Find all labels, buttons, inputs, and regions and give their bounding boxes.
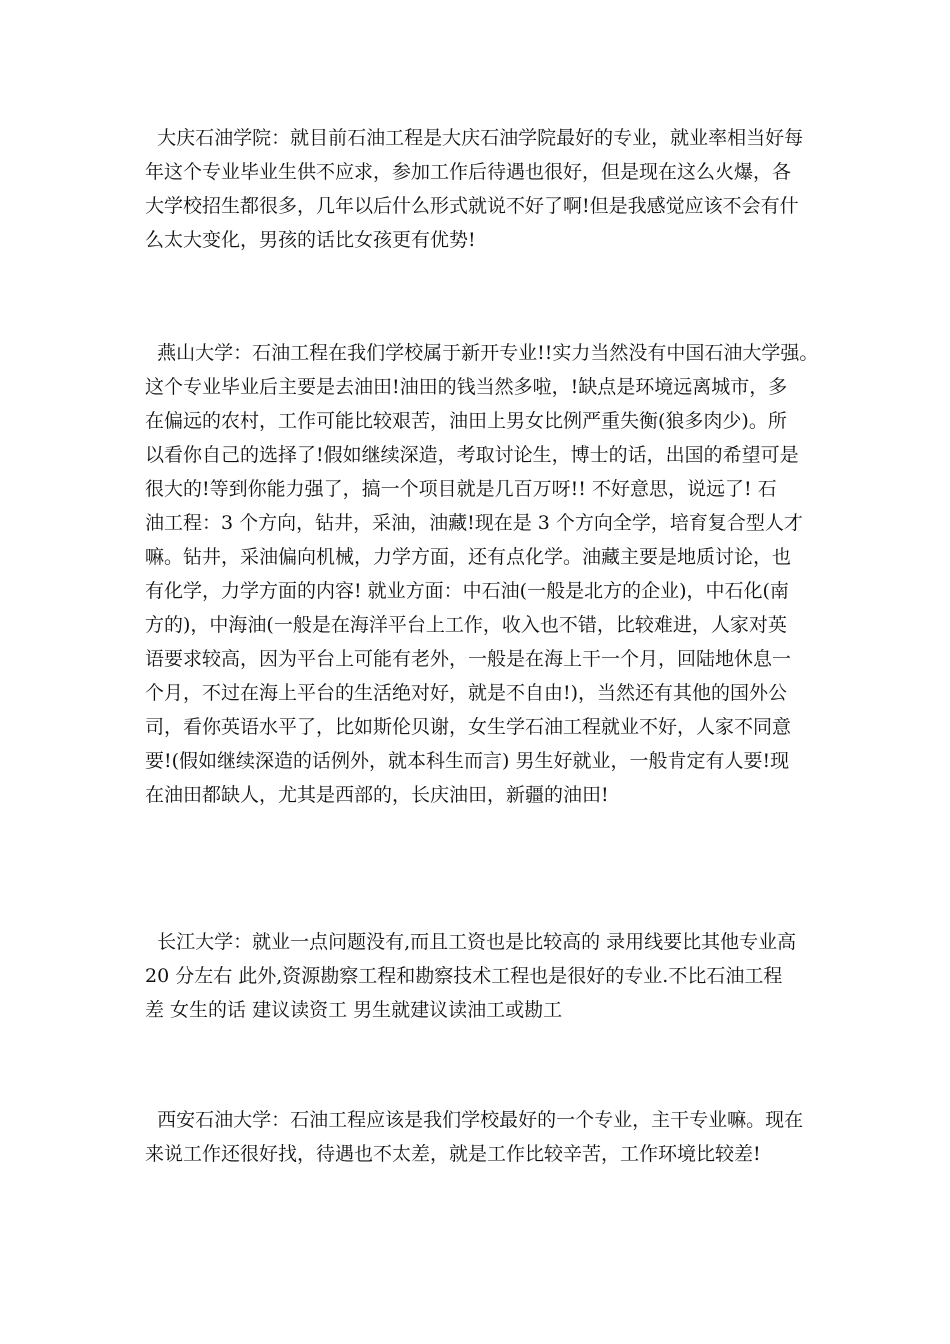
- text-line: 这个专业毕业后主要是去油田!油田的钱当然多啦，!缺点是环境远离城市，多: [145, 376, 788, 398]
- text-line: 大庆石油学院：就目前石油工程是大庆石油学院最好的专业，就业率相当好每: [145, 127, 804, 149]
- text-line: 要!(假如继续深造的话例外，就本科生而言) 男生好就业，一般肯定有人要!现: [145, 750, 790, 772]
- text-line: 西安石油大学：石油工程应该是我们学校最好的一个专业，主干专业嘛。现在: [145, 1109, 804, 1131]
- text-line: 语要求较高，因为平台上可能有老外，一般是在海上干一个月，回陆地休息一: [145, 648, 792, 670]
- text-line: 燕山大学：石油工程在我们学校属于新开专业!!实力当然没有中国石油大学强。: [145, 342, 819, 364]
- text-line: 长江大学：就业一点问题没有,而且工资也是比较高的 录用线要比其他专业高: [145, 931, 797, 953]
- text-line: 在偏远的农村，工作可能比较艰苦，油田上男女比例严重失衡(狼多肉少)。所: [145, 410, 787, 432]
- text-line: 在油田都缺人，尤其是西部的，长庆油田，新疆的油田!: [145, 784, 609, 806]
- paragraph-daqing: [145, 121, 817, 257]
- text-line: 年这个专业毕业生供不应求，参加工作后待遇也很好，但是现在这么火爆，各: [145, 161, 792, 183]
- text-line: 嘛。钻井，采油偏向机械，力学方面，还有点化学。油藏主要是地质讨论，也: [145, 546, 792, 568]
- paragraph-yangtze: [145, 925, 817, 1027]
- text-line: 很大的!等到你能力强了，搞一个项目就是几百万呀!! 不好意思，说远了! 石: [145, 478, 777, 500]
- text-line: 么太大变化，男孩的话比女孩更有优势!: [145, 229, 476, 251]
- text-line: 20 分左右 此外,资源勘察工程和勘察技术工程也是很好的专业.不比石油工程: [145, 965, 783, 987]
- text-line: 油工程：3 个方向，钻井，采油，油藏!现在是 3 个方向全学，培育复合型人才: [145, 512, 803, 534]
- text-line: 司，看你英语水平了，比如斯伦贝谢，女生学石油工程就业不好，人家不同意: [145, 716, 792, 738]
- text-line: 大学校招生都很多，几年以后什么形式就说不好了啊!但是我感觉应该不会有什: [145, 195, 799, 217]
- text-line: 个月，不过在海上平台的生活绝对好，就是不自由!)，当然还有其他的国外公: [145, 682, 788, 704]
- paragraph-xian: [145, 1103, 817, 1171]
- text-line: 来说工作还很好找，待遇也不太差，就是工作比较辛苦，工作环境比较差!: [145, 1143, 761, 1165]
- text-line: 有化学，力学方面的内容! 就业方面：中石油(一般是北方的企业)，中石化(南: [145, 580, 789, 602]
- text-line: 差 女生的话 建议读资工 男生就建议读油工或勘工: [145, 999, 563, 1021]
- text-line: 方的)，中海油(一般是在海洋平台上工作，收入也不错，比较难进，人家对英: [145, 614, 787, 636]
- text-line: 以看你自己的选择了!假如继续深造，考取讨论生，博士的话，出国的希望可是: [145, 444, 799, 466]
- paragraph-yanshan: [145, 336, 817, 812]
